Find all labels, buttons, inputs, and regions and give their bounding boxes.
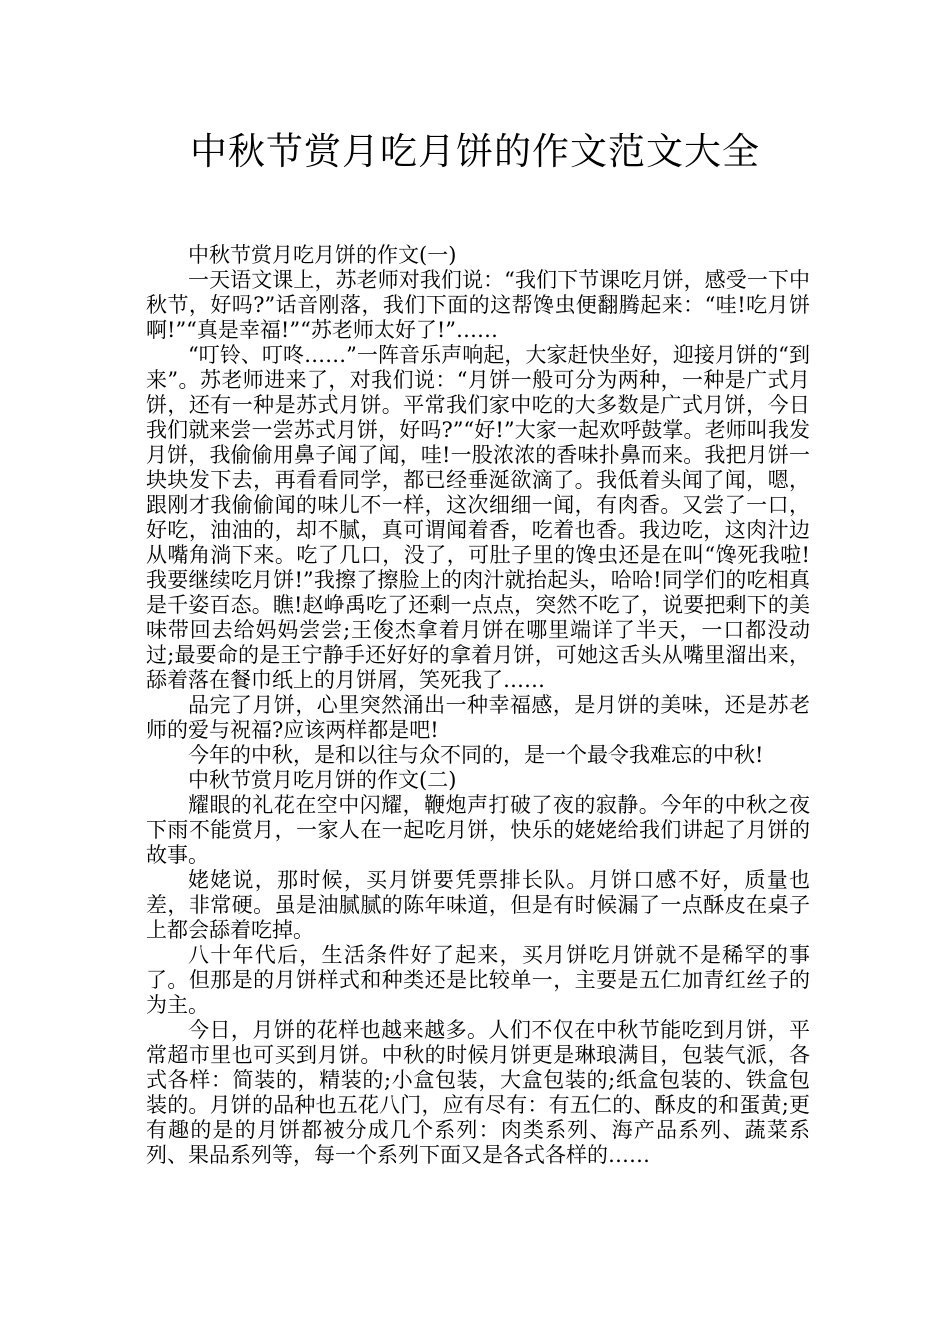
paragraph: 品完了月饼，心里突然涌出一种幸福感，是月饼的美味，还是苏老师的爱与祝福?应该两样都是吧! [146,693,810,742]
section-heading: 中秋节赏月吃月饼的作文(一) [188,243,457,267]
paragraph: 耀眼的礼花在空中闪耀，鞭炮声打破了夜的寂静。今年的中秋之夜下雨不能赏月，一家人在一起吃月饼，快乐的姥姥给我们讲起了月饼的故事。 [146,793,810,867]
paragraph: 姥姥说，那时候，买月饼要凭票排长队。月饼口感不好，质量也差，非常硬。虽是油腻腻的陈年味道，但是有时候漏了一点酥皮在桌子上都会舔着吃掉。 [146,868,810,942]
paragraph: “叮铃、叮咚……”一阵音乐声响起，大家赶快坐好，迎接月饼的“到来”。苏老师进来了，对我们说：“月饼一般可分为两种，一种是广式月饼，还有一种是苏式月饼。平常我们家中吃的大多数是广式月饼，今日我们就来尝一尝苏式月饼，好吗?”“好!”大家一起欢呼鼓掌。老师叫我发月饼，我偷偷用鼻子闻了闻，哇!一股浓浓的香味扑鼻而来。我把月饼一块块发下去，再看看同学，都已经垂涎欲滴了。我低着头闻了闻，嗯，跟刚才我偷偷闻的味儿不一样，这次细细一闻，有肉香。又尝了一口，好吃，油油的，却不腻，真可谓闻着香，吃着也香。我边吃，这肉汁边从嘴角淌下来。吃了几口，没了，可肚子里的馋虫还是在叫“馋死我啦!我要继续吃月饼!”我擦了擦脸上的肉汁就抬起头，哈哈!同学们的吃相真是千姿百态。瞧!赵峥禹吃了还剩一点点，突然不吃了，说要把剩下的美味带回去给妈妈尝尝;王俊杰拿着月饼在哪里端详了半天，一口都没动过;最要命的是王宁静手还好好的拿着月饼，可她这舌头从嘴里溜出来，舔着落在餐巾纸上的月饼屑，笑死我了…… [146,343,810,692]
document-title: 中秋节赏月吃月饼的作文范文大全 [190,130,760,173]
paragraph: 今日，月饼的花样也越来越多。人们不仅在中秋节能吃到月饼，平常超市里也可买到月饼。中秋的时候月饼更是琳琅满目，包装气派，各式各样：简装的，精装的;小盒包装，大盒包装的;纸盒包装的、铁盒包装的。月饼的品种也五花八门，应有尽有：有五仁的、酥皮的和蛋黄;更有趣的是的月饼都被分成几个系列：肉类系列、海产品系列、蔬菜系列、果品系列等，每一个系列下面又是各式各样的…… [146,1018,810,1167]
paragraph: 一天语文课上，苏老师对我们说：“我们下节课吃月饼，感受一下中秋节，好吗?”话音刚落，我们下面的这帮馋虫便翻腾起来：“哇!吃月饼啊!”“真是幸福!”“苏老师太好了!”…… [146,268,810,342]
paragraph: 八十年代后，生活条件好了起来，买月饼吃月饼就不是稀罕的事了。但那是的月饼样式和种类还是比较单一，主要是五仁加青红丝子的为主。 [146,943,810,1017]
section-heading: 中秋节赏月吃月饼的作文(二) [188,768,457,792]
paragraph: 今年的中秋，是和以往与众不同的，是一个最令我难忘的中秋! [188,743,764,767]
document-body [146,243,810,1168]
